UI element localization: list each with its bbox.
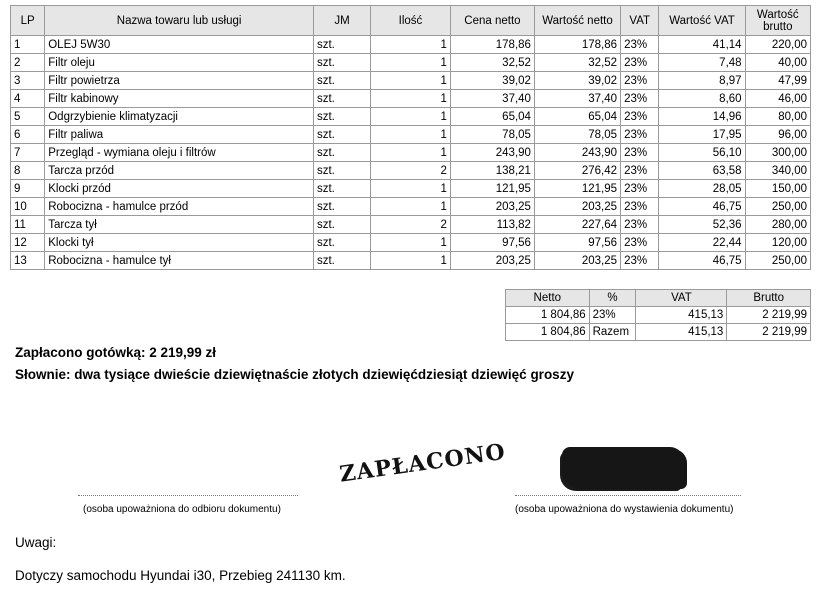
cell-name: Klocki tył: [45, 234, 314, 252]
summary-header-row: [506, 290, 811, 307]
cell-gross-value: 250,00: [745, 252, 810, 270]
cell-vat-rate: 23%: [621, 216, 659, 234]
cell-vat-rate: 23%: [621, 234, 659, 252]
cell-unit: szt.: [313, 72, 370, 90]
cell-vat-value: 52,36: [659, 216, 745, 234]
paid-stamp: ZAPŁACONO: [338, 438, 508, 488]
cell-qty: 1: [371, 72, 451, 90]
cell-vat-rate: 23%: [621, 162, 659, 180]
cell-lp: 1: [11, 36, 45, 54]
cell-vat-value: 63,58: [659, 162, 745, 180]
cell-name: Robocizna - hamulce przód: [45, 198, 314, 216]
notes-label: Uwagi:: [15, 535, 57, 550]
cell-lp: 5: [11, 108, 45, 126]
cell-vat-value: 41,14: [659, 36, 745, 54]
cell-name: Tarcza przód: [45, 162, 314, 180]
vat-summary-table: [505, 289, 811, 341]
cell-vat-rate: 23%: [621, 180, 659, 198]
cell-net-value: 203,25: [534, 252, 620, 270]
cell-vat-value: 28,05: [659, 180, 745, 198]
cell-qty: 2: [371, 162, 451, 180]
items-body: [11, 36, 811, 270]
cell-net-value: 39,02: [534, 72, 620, 90]
cell-net-price: 113,82: [450, 216, 534, 234]
cell-vat-rate: 23%: [621, 252, 659, 270]
summary-cell-vat: 415,13: [636, 324, 727, 341]
header-name: Nazwa towaru lub usługi: [45, 6, 314, 36]
cell-qty: 1: [371, 36, 451, 54]
header-qty: Ilość: [371, 6, 451, 36]
cell-vat-rate: 23%: [621, 90, 659, 108]
summary-cell-vat: 415,13: [636, 307, 727, 324]
summary-cell-rate: Razem: [589, 324, 636, 341]
cell-lp: 7: [11, 144, 45, 162]
cell-lp: 10: [11, 198, 45, 216]
cell-name: Filtr kabinowy: [45, 90, 314, 108]
cell-qty: 1: [371, 144, 451, 162]
cell-lp: 6: [11, 126, 45, 144]
cell-net-value: 178,86: [534, 36, 620, 54]
cell-qty: 1: [371, 54, 451, 72]
cell-net-price: 203,25: [450, 198, 534, 216]
cell-lp: 11: [11, 216, 45, 234]
summary-header-net: Netto: [506, 290, 590, 307]
cell-qty: 1: [371, 108, 451, 126]
summary-body: [506, 307, 811, 341]
cell-name: Filtr powietrza: [45, 72, 314, 90]
header-gross-value: Wartość brutto: [745, 6, 810, 36]
table-row: [11, 108, 811, 126]
cell-gross-value: 120,00: [745, 234, 810, 252]
cell-net-value: 243,90: [534, 144, 620, 162]
cell-lp: 2: [11, 54, 45, 72]
table-row: [11, 144, 811, 162]
summary-header-vat: VAT: [636, 290, 727, 307]
receiver-signature-label: (osoba upoważniona do odbioru dokumentu): [83, 504, 281, 515]
cell-vat-value: 7,48: [659, 54, 745, 72]
paid-cash-line: Zapłacono gotówką: 2 219,99 zł: [15, 345, 217, 360]
table-row: [11, 198, 811, 216]
cell-net-value: 97,56: [534, 234, 620, 252]
cell-gross-value: 250,00: [745, 198, 810, 216]
cell-gross-value: 47,99: [745, 72, 810, 90]
table-row: [11, 72, 811, 90]
cell-vat-value: 22,44: [659, 234, 745, 252]
notes-text: Dotyczy samochodu Hyundai i30, Przebieg 241130 km.: [15, 568, 346, 583]
issuer-signature-label: (osoba upoważniona do wystawienia dokumentu): [515, 504, 734, 515]
cell-net-value: 227,64: [534, 216, 620, 234]
cell-unit: szt.: [313, 234, 370, 252]
cell-vat-rate: 23%: [621, 36, 659, 54]
cell-vat-rate: 23%: [621, 198, 659, 216]
summary-cell-net: 1 804,86: [506, 307, 590, 324]
cell-gross-value: 220,00: [745, 36, 810, 54]
header-lp: LP: [11, 6, 45, 36]
cell-net-value: 276,42: [534, 162, 620, 180]
header-unit: JM: [313, 6, 370, 36]
amount-in-words: Słownie: dwa tysiące dwieście dziewiętnaście złotych dziewięćdziesiąt dziewięć groszy: [15, 367, 574, 382]
cell-name: Robocizna - hamulce tył: [45, 252, 314, 270]
cell-gross-value: 40,00: [745, 54, 810, 72]
cell-net-price: 203,25: [450, 252, 534, 270]
cell-unit: szt.: [313, 126, 370, 144]
cell-lp: 9: [11, 180, 45, 198]
cell-unit: szt.: [313, 90, 370, 108]
cell-qty: 1: [371, 90, 451, 108]
table-row: [11, 36, 811, 54]
cell-name: Filtr oleju: [45, 54, 314, 72]
cell-gross-value: 340,00: [745, 162, 810, 180]
summary-cell-gross: 2 219,99: [727, 307, 811, 324]
cell-vat-rate: 23%: [621, 144, 659, 162]
cell-gross-value: 150,00: [745, 180, 810, 198]
cell-gross-value: 80,00: [745, 108, 810, 126]
cell-name: Przegląd - wymiana oleju i filtrów: [45, 144, 314, 162]
cell-unit: szt.: [313, 36, 370, 54]
cell-qty: 1: [371, 180, 451, 198]
cell-unit: szt.: [313, 216, 370, 234]
cell-qty: 1: [371, 126, 451, 144]
cell-vat-value: 8,97: [659, 72, 745, 90]
cell-vat-value: 46,75: [659, 198, 745, 216]
cell-lp: 12: [11, 234, 45, 252]
issuer-signature-line: [515, 495, 741, 496]
cell-vat-value: 17,95: [659, 126, 745, 144]
cell-vat-value: 8,60: [659, 90, 745, 108]
cell-vat-rate: 23%: [621, 126, 659, 144]
header-vat-rate: VAT: [621, 6, 659, 36]
cell-lp: 13: [11, 252, 45, 270]
summary-row: [506, 307, 811, 324]
cell-qty: 1: [371, 252, 451, 270]
cell-net-price: 39,02: [450, 72, 534, 90]
cell-net-value: 37,40: [534, 90, 620, 108]
cell-qty: 2: [371, 216, 451, 234]
cell-lp: 8: [11, 162, 45, 180]
cell-net-price: 243,90: [450, 144, 534, 162]
summary-header-gross: Brutto: [727, 290, 811, 307]
cell-vat-rate: 23%: [621, 54, 659, 72]
cell-unit: szt.: [313, 180, 370, 198]
cell-net-value: 121,95: [534, 180, 620, 198]
cell-unit: szt.: [313, 198, 370, 216]
cell-net-price: 65,04: [450, 108, 534, 126]
summary-cell-net: 1 804,86: [506, 324, 590, 341]
cell-name: Odgrzybienie klimatyzacji: [45, 108, 314, 126]
cell-qty: 1: [371, 234, 451, 252]
cell-gross-value: 96,00: [745, 126, 810, 144]
header-vat-value: Wartość VAT: [659, 6, 745, 36]
cell-vat-rate: 23%: [621, 108, 659, 126]
cell-unit: szt.: [313, 252, 370, 270]
table-row: [11, 216, 811, 234]
header-net-value: Wartość netto: [534, 6, 620, 36]
cell-gross-value: 300,00: [745, 144, 810, 162]
cell-qty: 1: [371, 198, 451, 216]
cell-lp: 4: [11, 90, 45, 108]
cell-net-value: 203,25: [534, 198, 620, 216]
cell-vat-value: 46,75: [659, 252, 745, 270]
summary-row: [506, 324, 811, 341]
invoice-items-table: [10, 5, 811, 270]
table-row: [11, 126, 811, 144]
cell-name: Filtr paliwa: [45, 126, 314, 144]
cell-vat-rate: 23%: [621, 72, 659, 90]
cell-net-price: 32,52: [450, 54, 534, 72]
cell-unit: szt.: [313, 108, 370, 126]
cell-name: Tarcza tył: [45, 216, 314, 234]
summary-cell-gross: 2 219,99: [727, 324, 811, 341]
cell-unit: szt.: [313, 144, 370, 162]
table-row: [11, 54, 811, 72]
cell-net-value: 32,52: [534, 54, 620, 72]
header-net-price: Cena netto: [450, 6, 534, 36]
cell-unit: szt.: [313, 162, 370, 180]
cell-name: Klocki przód: [45, 180, 314, 198]
cell-net-value: 65,04: [534, 108, 620, 126]
cell-net-price: 138,21: [450, 162, 534, 180]
receiver-signature-line: [78, 495, 298, 496]
table-row: [11, 252, 811, 270]
cell-net-value: 78,05: [534, 126, 620, 144]
cell-net-price: 37,40: [450, 90, 534, 108]
cell-gross-value: 280,00: [745, 216, 810, 234]
cell-net-price: 78,05: [450, 126, 534, 144]
summary-header-rate: %: [589, 290, 636, 307]
redacted-signature: [562, 447, 684, 487]
cell-vat-value: 56,10: [659, 144, 745, 162]
table-row: [11, 90, 811, 108]
cell-gross-value: 46,00: [745, 90, 810, 108]
cell-net-price: 178,86: [450, 36, 534, 54]
table-row: [11, 180, 811, 198]
cell-lp: 3: [11, 72, 45, 90]
cell-unit: szt.: [313, 54, 370, 72]
items-header-row: [11, 6, 811, 36]
cell-vat-value: 14,96: [659, 108, 745, 126]
cell-name: OLEJ 5W30: [45, 36, 314, 54]
cell-net-price: 97,56: [450, 234, 534, 252]
summary-cell-rate: 23%: [589, 307, 636, 324]
cell-net-price: 121,95: [450, 180, 534, 198]
table-row: [11, 162, 811, 180]
table-row: [11, 234, 811, 252]
